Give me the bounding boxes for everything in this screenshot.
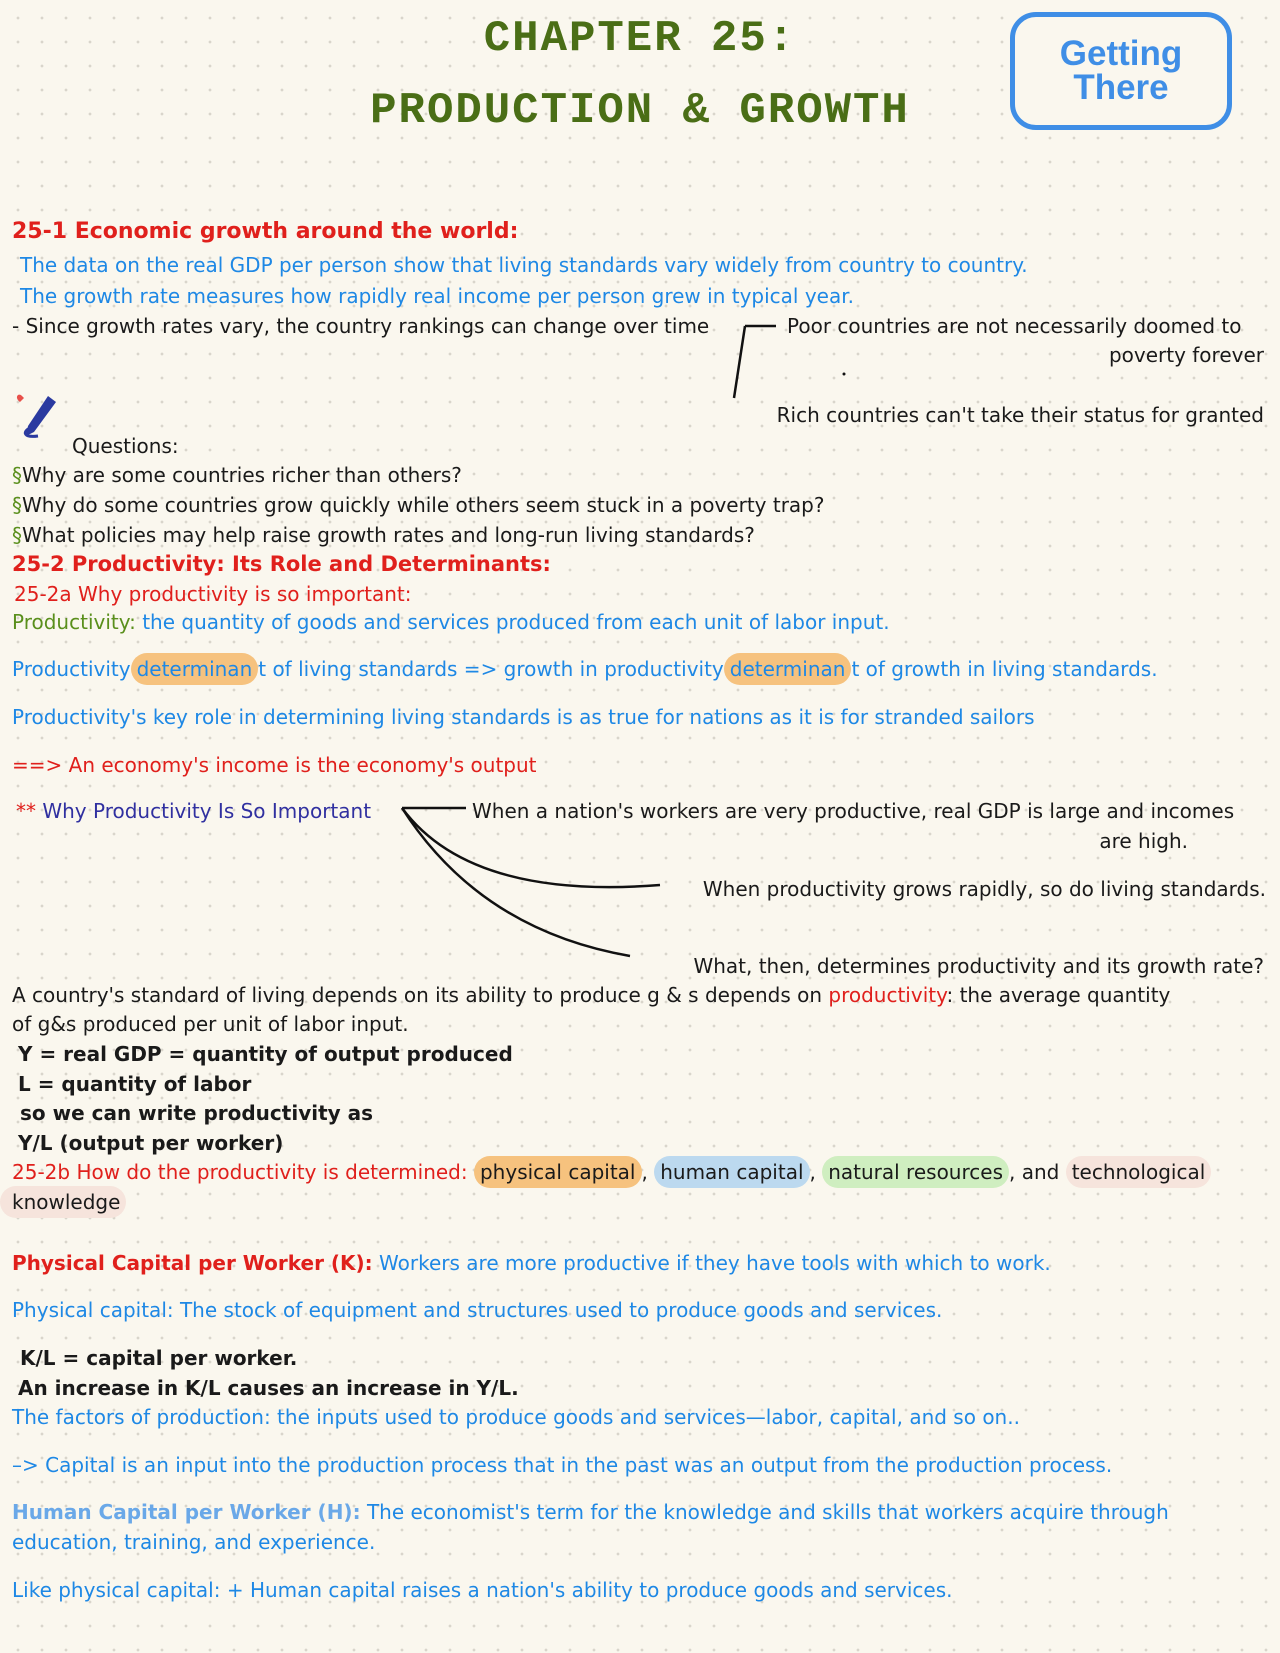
branch-poor-line2: poverty forever [1108, 343, 1264, 367]
std-term: productivity [828, 983, 947, 1007]
why-label-text: Why Productivity Is So Important [42, 799, 372, 823]
section-25-2-heading: 25-2 Productivity: Its Role and Determinants: [12, 552, 551, 576]
s1-paragraph-1: The data on the real GDP per person show that living standards vary widely from country to country. [20, 253, 1028, 277]
physical-capital-line [12, 1251, 1051, 1275]
pen-icon [14, 392, 62, 442]
factor-human-capital: human capital [654, 1156, 809, 1188]
factor-physical-capital: physical capital [474, 1156, 642, 1188]
questions-label: Questions: [72, 434, 179, 458]
human-capital-line1 [12, 1500, 1169, 1524]
physical-capital-text: Workers are more productive if they have tools with which to work. [379, 1251, 1051, 1275]
question-item [12, 523, 755, 547]
section-25-2a-heading: 25-2a Why productivity is so important: [14, 582, 412, 606]
physical-capital-definition: Physical capital: The stock of equipment and structures used to produce goods and services. [12, 1298, 943, 1322]
branch-rich: Rich countries can't take their status for granted [776, 403, 1264, 427]
formula-line: Y = real GDP = quantity of output produced [18, 1042, 513, 1066]
badge-line2: There [1073, 68, 1169, 107]
chapter-title-line2: PRODUCTION & GROWTH [370, 86, 910, 136]
kl-line: K/L = capital per worker. [20, 1346, 298, 1370]
factor-technological: technological [1066, 1156, 1212, 1188]
human-capital-line2: education, training, and experience. [12, 1530, 376, 1554]
standard-living-line2: of g&s produced per unit of labor input. [12, 1012, 409, 1036]
definition-term: Productivity: [12, 610, 136, 634]
factor-separator: , [641, 1160, 648, 1184]
formula-line: L = quantity of labor [18, 1072, 252, 1096]
det-text-2: t of living standards => growth in productivity [258, 657, 724, 681]
capital-input-line: –> Capital is an input into the production process that in the past was an output from the production process. [12, 1453, 1113, 1477]
question-item [12, 463, 462, 487]
formula-line: Y/L (output per worker) [18, 1131, 284, 1155]
why-branch-1a: When a nation's workers are very productive, real GDP is large and incomes [472, 799, 1235, 823]
det-text-3: t of growth in living standards. [851, 657, 1158, 681]
det-highlight-2: determinan [724, 653, 852, 685]
std-text-1: A country's standard of living depends on its ability to produce g & s depends on [12, 983, 829, 1007]
key-role-line: Productivity's key role in determining living standards is as true for nations as it is for stranded sailors [12, 705, 1035, 729]
section-25-2b-line [12, 1160, 1211, 1184]
standard-living-line1 [12, 983, 1170, 1007]
why-branch-3: What, then, determines productivity and its growth rate? [693, 954, 1264, 978]
factor-knowledge: knowledge [0, 1186, 126, 1218]
section-bullet: § [12, 493, 22, 517]
human-capital-term: Human Capital per Worker (H): [12, 1500, 361, 1524]
like-physical-line: Like physical capital: + Human capital raises a nation's ability to produce goods and services. [12, 1578, 953, 1602]
kl-line: An increase in K/L causes an increase in Y/L. [18, 1376, 519, 1400]
chapter-title-line1: CHAPTER 25: [483, 14, 797, 64]
physical-capital-term: Physical Capital per Worker (K): [12, 1251, 373, 1275]
section-25-2b-heading: 25-2b How do the productivity is determined: [12, 1160, 468, 1184]
std-text-2: : the average quantity [946, 983, 1171, 1007]
section-bullet: § [12, 463, 22, 487]
branch-poor-line1: Poor countries are not necessarily doomed to [787, 314, 1242, 338]
stray-dot [843, 373, 846, 376]
det-text-1: Productivity [12, 657, 131, 681]
question-item [12, 493, 824, 517]
factor-separator: , [809, 1160, 816, 1184]
why-important-label [16, 799, 371, 823]
question-text: What policies may help raise growth rates and long-run living standards? [22, 523, 755, 547]
section-bullet: § [12, 523, 22, 547]
factors-definition: The factors of production: the inputs used to produce goods and services—labor, capital, and so on.. [12, 1405, 1020, 1429]
section-25-1-heading: 25-1 Economic growth around the world: [12, 219, 519, 244]
stars: ** [16, 799, 36, 823]
definition-text: the quantity of goods and services produced from each unit of labor input. [142, 610, 890, 634]
question-text: Why do some countries grow quickly while others seem stuck in a poverty trap? [22, 493, 825, 517]
determinant-line [12, 657, 1158, 681]
human-capital-text: The economist's term for the knowledge and skills that workers acquire through [366, 1500, 1169, 1524]
question-text: Why are some countries richer than others? [22, 463, 462, 487]
factor-natural-resources: natural resources [822, 1156, 1009, 1188]
formula-line: so we can write productivity as [20, 1101, 374, 1125]
s1-paragraph-2: The growth rate measures how rapidly real income per person grew in typical year. [20, 284, 854, 308]
badge-line1: Getting [1059, 34, 1183, 73]
branch-connector-1 [734, 326, 776, 398]
why-connector-c [402, 808, 630, 956]
productivity-definition [12, 610, 890, 634]
s1-paragraph-3: - Since growth rates vary, the country rankings can change over time [12, 314, 710, 338]
section-25-2b-line2 [12, 1190, 126, 1214]
why-branch-2: When productivity grows rapidly, so do living standards. [702, 877, 1266, 901]
det-highlight-1: determinan [131, 653, 259, 685]
factor-and: , and [1008, 1160, 1060, 1184]
income-output-line: ==> An economy's income is the economy's output [12, 753, 537, 777]
why-branch-1b: are high. [1099, 829, 1188, 853]
